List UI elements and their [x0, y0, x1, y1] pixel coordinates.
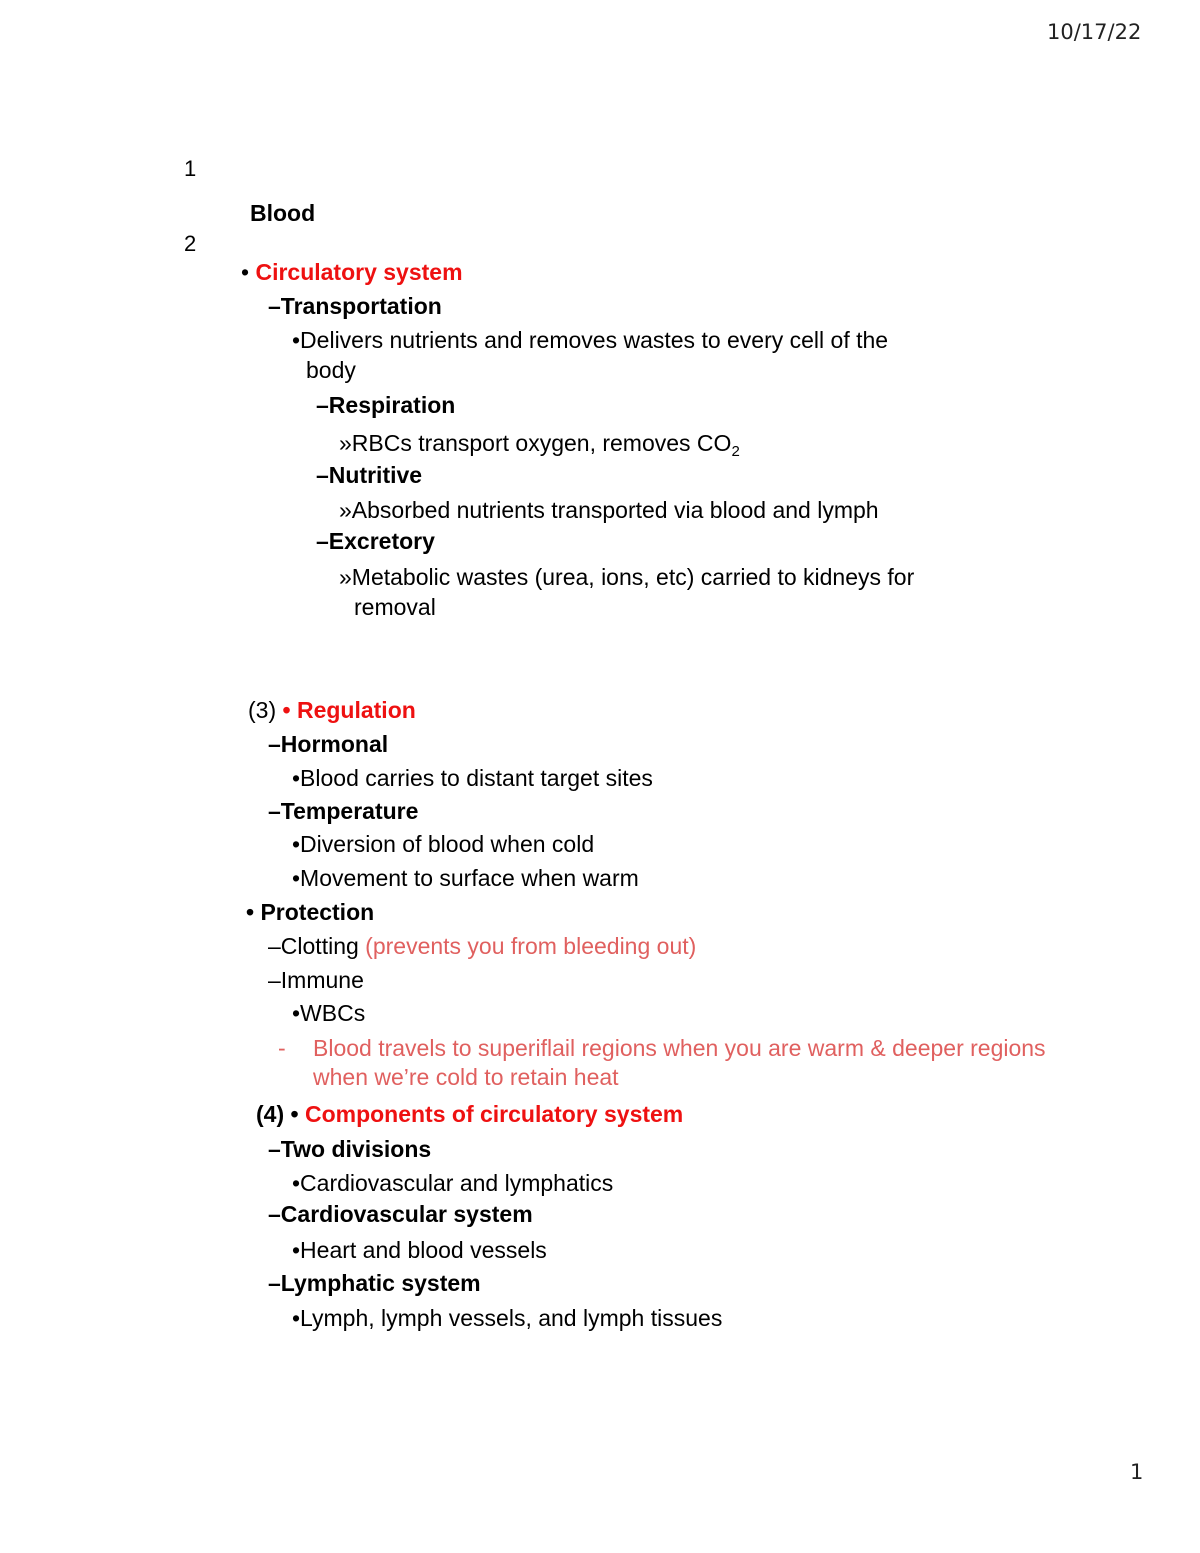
outline-item: –Respiration: [316, 392, 456, 418]
page-title: Blood: [250, 200, 316, 226]
outline-item: [268, 932, 696, 960]
outline-item: –Cardiovascular system: [268, 1201, 533, 1227]
outline-item: •Movement to surface when warm: [292, 865, 639, 891]
outline-item: –Lymphatic system: [268, 1270, 481, 1296]
outline-item: –Hormonal: [268, 731, 389, 757]
outline-item: •Heart and blood vessels: [292, 1237, 547, 1263]
section-number: (4) •: [256, 1101, 305, 1127]
outline-item: »Metabolic wastes (urea, ions, etc) carried to kidneys for: [339, 564, 915, 590]
outline-item: body: [306, 357, 356, 383]
subscript: 2: [731, 443, 740, 460]
outline-item: –Transportation: [268, 293, 442, 319]
heading-text: Circulatory system: [255, 259, 463, 285]
annotation-note: Blood travels to superiflail regions when you are warm & deeper regions: [313, 1035, 1046, 1061]
outline-item: •Lymph, lymph vessels, and lymph tissues: [292, 1305, 723, 1331]
heading-text: Components of circulatory system: [304, 1101, 684, 1127]
page-number: 1: [1130, 1460, 1144, 1484]
outline-item: •WBCs: [292, 1000, 366, 1026]
heading-regulation: [248, 696, 416, 724]
outline-item: –Excretory: [316, 528, 435, 554]
slide-number: 2: [184, 231, 197, 256]
outline-item: –Two divisions: [268, 1136, 432, 1162]
note-dash: -: [278, 1035, 286, 1061]
outline-item: –Nutritive: [316, 462, 423, 488]
outline-item: •Delivers nutrients and removes wastes to every cell of the: [292, 327, 889, 353]
outline-text: –Clotting: [268, 933, 366, 959]
outline-item: »Absorbed nutrients transported via blood and lymph: [339, 497, 879, 523]
heading-components: [256, 1100, 683, 1128]
outline-item: •Diversion of blood when cold: [292, 831, 595, 857]
outline-text: »RBCs transport oxygen, removes CO: [339, 430, 732, 456]
outline-item: removal: [354, 594, 436, 620]
outline-item: •Cardiovascular and lymphatics: [292, 1170, 614, 1196]
slide-number: 1: [184, 156, 197, 181]
bullet: •: [241, 259, 256, 285]
heading-circulatory-system: [241, 258, 463, 286]
document-date: 10/17/22: [1047, 20, 1142, 44]
section-number: (3): [248, 697, 277, 723]
annotation-note: (prevents you from bleeding out): [365, 933, 697, 959]
heading-text: • Regulation: [276, 697, 416, 723]
outline-item: –Immune: [268, 967, 364, 993]
outline-item: –Temperature: [268, 798, 419, 824]
annotation-note: when we’re cold to retain heat: [313, 1064, 619, 1090]
outline-item: •Blood carries to distant target sites: [292, 765, 653, 791]
heading-protection: • Protection: [246, 899, 375, 925]
